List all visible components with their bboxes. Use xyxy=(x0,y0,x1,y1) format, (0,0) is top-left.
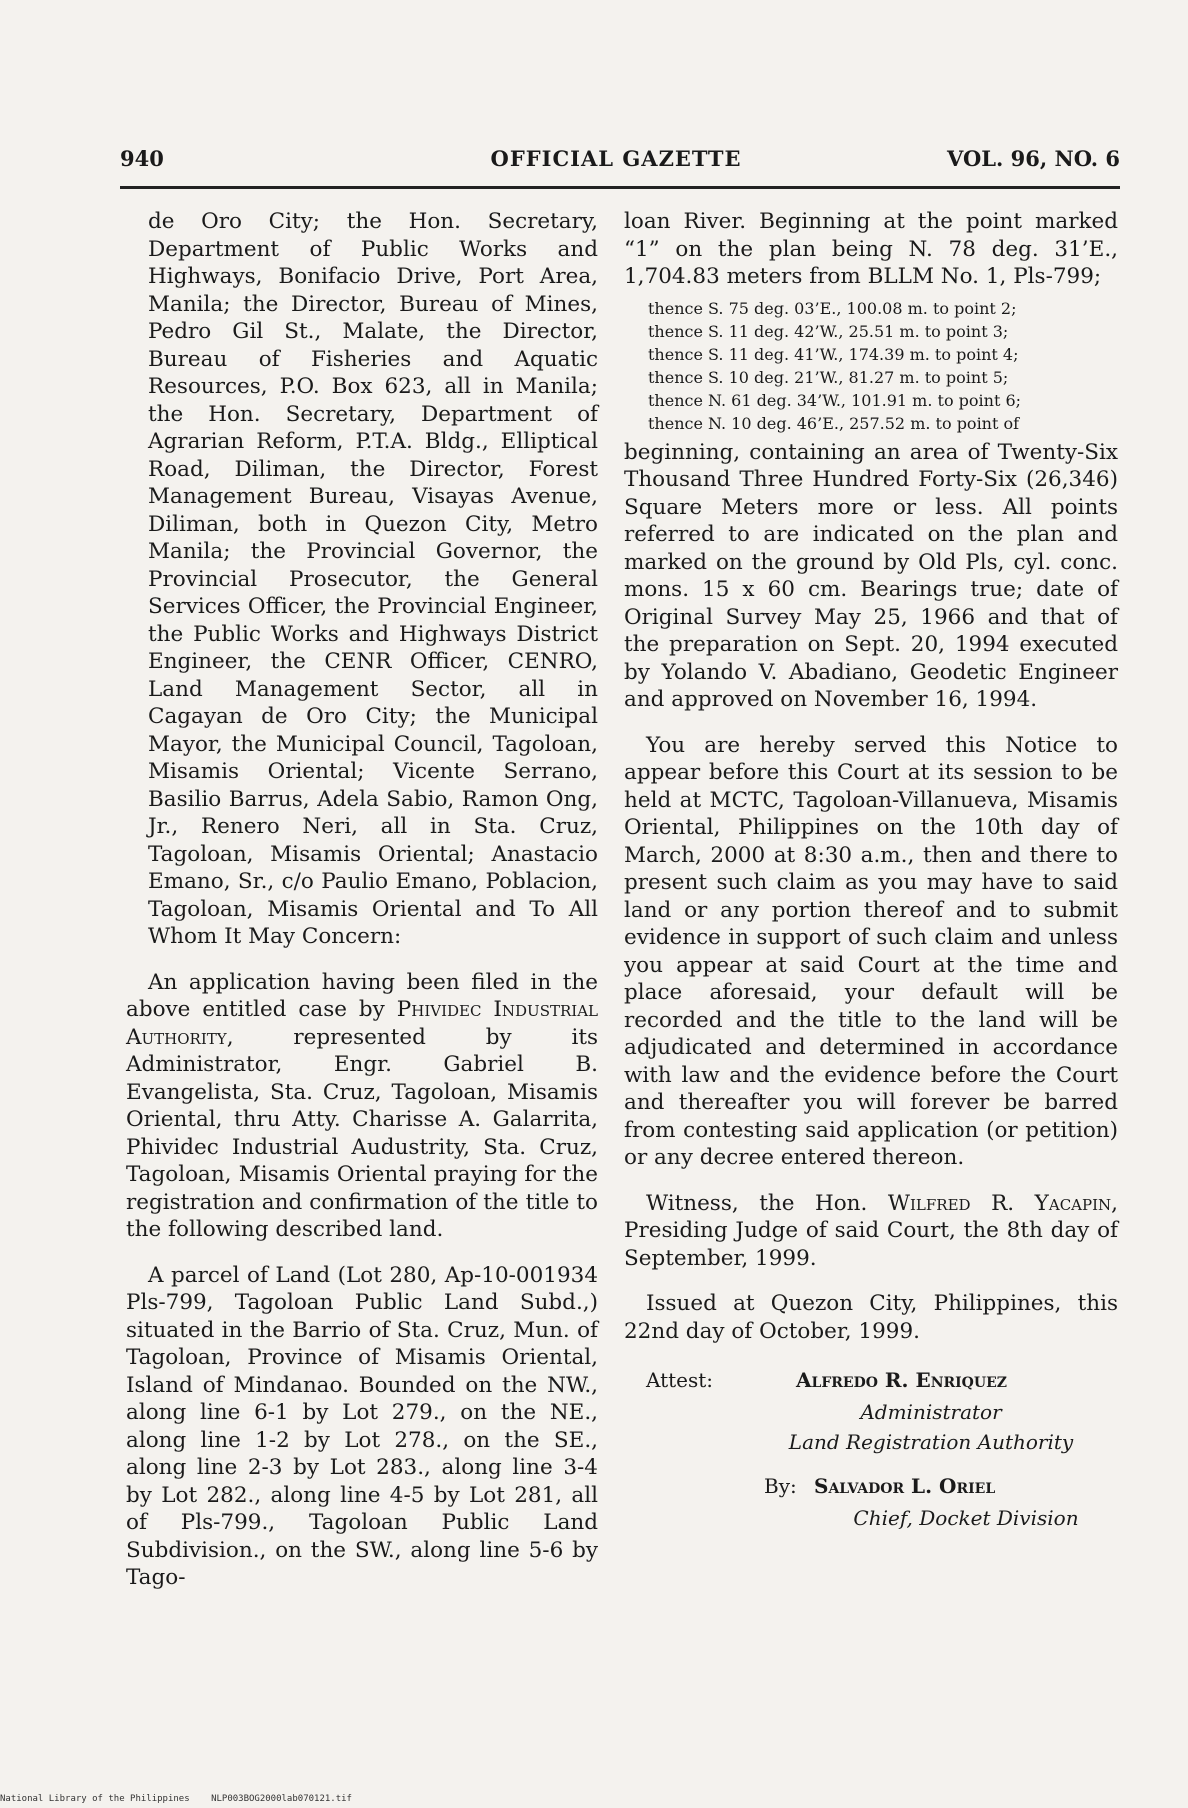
bearing-line: thence N. 10 deg. 46’E., 257.52 m. to point of xyxy=(648,413,1020,433)
witness-text-b: , Presiding Judge of said Court, the 8th day of September, 1999. xyxy=(624,1190,1118,1271)
footer-source: National Library of the Philippines xyxy=(0,1794,190,1804)
judge-name: Wilfred R. Yacapin xyxy=(887,1190,1112,1216)
by-row xyxy=(624,1473,1118,1505)
attest-row xyxy=(624,1367,1118,1399)
page-number: 940 xyxy=(120,146,164,171)
scan-footer xyxy=(0,1794,368,1804)
signer-title: Administrator xyxy=(860,1400,1002,1424)
beginning-paragraph: loan River. Beginning at the point marked “1” on the plan being N. 78 deg. 31’E., 1,704.83 meters from BLLM No. 1, Pls-799; xyxy=(624,209,1118,289)
issued-paragraph: Issued at Quezon City, Philippines, this 22nd day of October, 1999. xyxy=(624,1291,1118,1344)
signature-block xyxy=(624,1367,1118,1535)
footer-file: NLP003BOG2000lab070121.tif xyxy=(211,1794,352,1804)
addressees-paragraph: de Oro City; the Hon. Secretary, Department of Public Works and Highways, Bonifacio Drive, Port Area, Manila; the Director, Bureau of Mines, Pedro Gil St., Malate, the Director, Bureau of Fisheries and Aquatic Resources, P.O. Box 623, all in Manila; the Hon. Secretary, Department of Agrarian Reform, P.T.A. Bldg., Elliptical Road, Diliman, the Director, Forest Management Bureau, Visayas Avenue, Diliman, both in Quezon City, Metro Manila; the Provincial Governor, the Provincial Prosecutor, the General Services Officer, the Provincial Engineer, the Public Works and Highways District Engineer, the CENR Officer, CENRO, Land Management Sector, all in Cagayan de Oro City; the Municipal Mayor, the Municipal Council, Tagoloan, Misamis Oriental; Vicente Serrano, Basilio Barrus, Adela Sabio, Ramon Ong, Jr., Renero Neri, all in Sta. Cruz, Tagoloan, Misamis Oriental; Anastacio Emano, Sr., c/o Paulio Emano, Poblacion, Tagoloan, Misamis Oriental and To All Whom It May Concern: xyxy=(148,209,598,949)
application-text-b: , represented by its Administrator, Engr. Gabriel B. Evangelista, Sta. Cruz, Tagoloan, Misamis Oriental, thru Atty. Charisse A. Galarrita, Phividec Industrial Audustrity, Sta. Cruz, Tagoloan, Misamis Oriental praying for the registration and confirmation of the title to the following described land. xyxy=(126,1024,598,1242)
page-header xyxy=(112,140,1120,180)
by-label: By: xyxy=(764,1474,797,1498)
application-paragraph xyxy=(126,969,598,1244)
bearing-line: thence N. 61 deg. 34’W., 101.91 m. to point 6; xyxy=(648,390,1022,410)
bearing-line: thence S. 11 deg. 41’W., 174.39 m. to point 4; xyxy=(648,344,1019,364)
right-column xyxy=(624,208,1118,1535)
volume-number: VOL. 96, NO. 6 xyxy=(947,146,1120,171)
bearing-line: thence S. 11 deg. 42’W., 25.51 m. to point 3; xyxy=(648,321,1009,341)
witness-paragraph xyxy=(624,1190,1118,1273)
by-signer-title: Chief, Docket Division xyxy=(853,1506,1079,1530)
witness-text-a: Witness, the Hon. xyxy=(646,1190,888,1216)
land-description-paragraph: A parcel of Land (Lot 280, Ap-10-001934 Pls-799, Tagoloan Public Land Subd.,) situated in the Barrio of Sta. Cruz, Mun. of Tagoloan, Province of Misamis Oriental, Island of Mindanao. Bounded on the NW., along line 6-1 by Lot 279., on the NE., along line 1-2 by Lot 278., on the SE., along line 2-3 by Lot 283., along line 3-4 by Lot 282., along line 4-5 by Lot 281, all of Pls-799., Tagoloan Public Land Subdivision., on the SW., along line 5-6 by Tago- xyxy=(126,1262,598,1590)
left-column xyxy=(126,208,598,1610)
header-rule xyxy=(120,186,1120,189)
notice-paragraph: You are hereby served this Notice to appear before this Court at its session to be held at MCTC, Tagoloan-Villanueva, Misamis Oriental, Philippines on the 10th day of March, 2000 at 8:30 a.m., then and there to present such claim as you may have to said land or any portion thereof and to submit evidence in support of such claim and unless you appear at said Court at the time and place aforesaid, your default will be recorded and the title to the land will be adjudicated and determined in accordance with law and the evidence before the Court and thereafter you will forever be barred from contesting said application (or petition) or any decree entered thereon. xyxy=(624,732,1118,1170)
bearing-line: thence S. 75 deg. 03’E., 100.08 m. to point 2; xyxy=(648,298,1017,318)
by-signer-name: Salvador L. Oriel xyxy=(814,1474,996,1498)
signer-office: Land Registration Authority xyxy=(788,1430,1074,1454)
publication-title: OFFICIAL GAZETTE xyxy=(490,146,742,171)
bearing-line: thence S. 10 deg. 21’W., 81.27 m. to point 5; xyxy=(648,367,1009,387)
bearings-list xyxy=(648,297,1118,435)
applicant-name: Phividec Industrial Authority xyxy=(126,997,598,1050)
application-text-a: An application having been filed in the above entitled case by xyxy=(126,969,598,1022)
attest-label: Attest: xyxy=(646,1368,714,1392)
area-paragraph: beginning, containing an area of Twenty-Six Thousand Three Hundred Forty-Six (26,346) Square Meters more or less. All points referred to are indicated on the plan and marked on the ground by Old Pls, cyl. conc. mons. 15 x 60 cm. Bearings true; date of Original Survey May 25, 1966 and that of the preparation on Sept. 20, 1994 executed by Yolando V. Abadiano, Geodetic Engineer and approved on November 16, 1994. xyxy=(624,439,1118,712)
signer-name: Alfredo R. Enriquez xyxy=(796,1368,1007,1392)
